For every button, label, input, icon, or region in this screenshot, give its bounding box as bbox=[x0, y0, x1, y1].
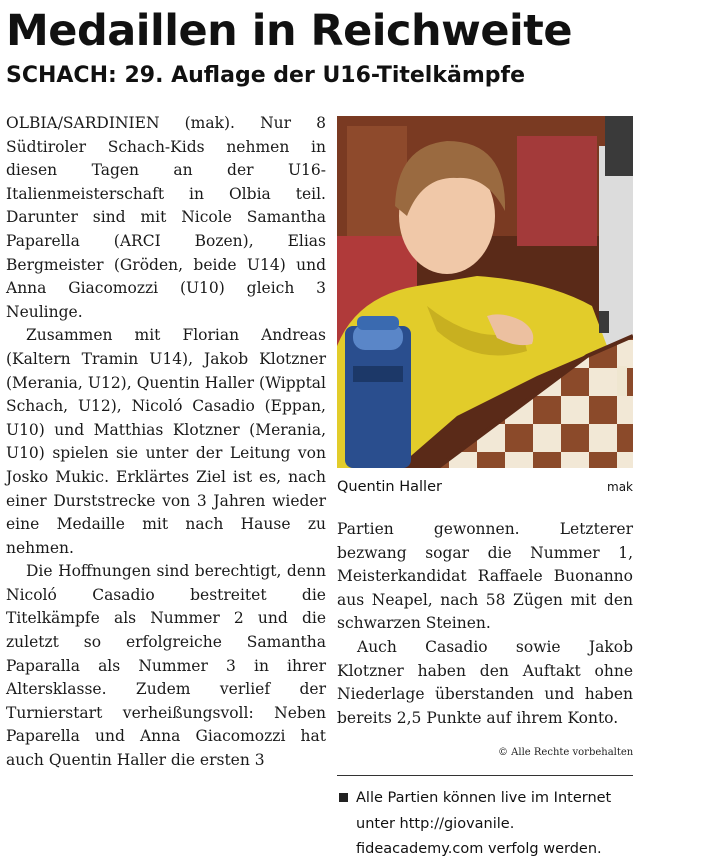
copyright-notice: © Alle Rechte vorbehalten bbox=[498, 747, 634, 758]
article-paragraph-1: OLBIA/SARDINIEN (mak). Nur 8 Südtiroler Schach-Kids nehmen in diesen Tagen an der U16-Italienmeisterschaft in Olbia teil. Darunter sind mit Nicole Samantha Paparella (ARCI Bozen), Elias Bergmeister (Gröden, beide U14) und Anna Giacomozzi (U10) gleich 3 Neulinge. bbox=[6, 114, 326, 321]
info-line-1: Alle Partien können live im Internet bbox=[337, 786, 637, 812]
info-box bbox=[337, 786, 637, 863]
subheadline-text: 29. Auflage der U16-Titelkämpfe bbox=[124, 63, 525, 88]
article-column-left bbox=[6, 112, 326, 773]
info-line-2: unter http://giovanile. bbox=[356, 815, 515, 832]
photo-chess-player bbox=[337, 116, 633, 468]
photo-credit: mak bbox=[607, 480, 633, 494]
article-column-right bbox=[337, 518, 633, 730]
square-bullet-icon bbox=[339, 793, 348, 802]
info-line-3: fideacademy.com verfolg werden. bbox=[356, 841, 602, 857]
article-paragraph-3: Die Hoffnungen sind berechtigt, denn Nicoló Casadio bestreitet die Titelkämpfe als Nummer 2 und die zuletzt so erfolgreiche Samantha Paparalla als Nummer 3 in ihrer Altersklasse. Zudem verlief der Turnierstart verheißungsvoll: Neben Paparella und Anna Giacomozzi hat auch Quentin Haller die ersten 3 bbox=[6, 562, 326, 770]
photo-illustration bbox=[337, 116, 633, 468]
article-paragraph-4: Partien gewonnen. Letzterer bezwang sogar die Nummer 1, Meisterkandidat Raffaele Buonanno aus Neapel, nach 58 Zügen mit den schwarzen Steinen. bbox=[337, 520, 633, 633]
headline: Medaillen in Reichweite bbox=[6, 6, 572, 56]
kicker: SCHACH: bbox=[6, 63, 117, 88]
caption-text: Quentin Haller bbox=[337, 479, 442, 495]
photo-caption bbox=[337, 474, 633, 500]
article-paragraph-5: Auch Casadio sowie Jakob Klotzner haben den Auftakt ohne Niederlage überstanden und haben bereits 2,5 Punkte auf ihrem Konto. bbox=[337, 637, 633, 727]
subheadline bbox=[6, 60, 525, 92]
divider bbox=[337, 775, 633, 776]
article-paragraph-2: Zusammen mit Florian Andreas (Kaltern Tramin U14), Jakob Klotzner (Merania, U12), Quentin Haller (Wipptal Schach, U12), Nicoló Casadio (Eppan, U10) und Matthias Klotzner (Merania, U10) spielen sie unter der Leitung von Josko Mukic. Erklärtes Ziel ist es, nach einer Durststrecke von 3 Jahren wieder eine Medaille mit nach Hause zu nehmen. bbox=[6, 326, 326, 557]
